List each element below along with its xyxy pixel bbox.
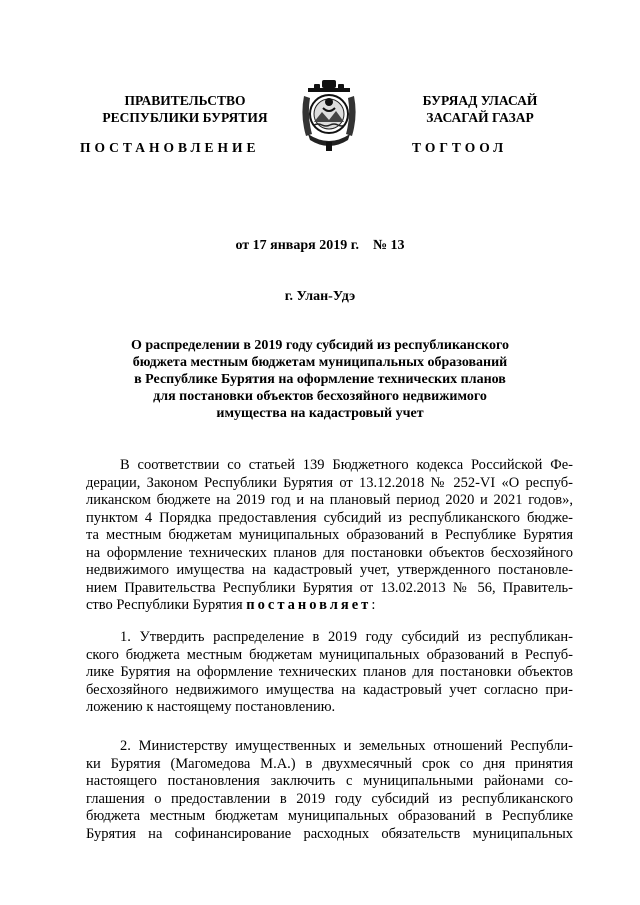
paragraph-item-1: [86, 629, 573, 717]
title-line: бюджета местным бюджетам муниципальных образований: [132, 355, 508, 370]
decree-date: от 17 января 2019 г.: [235, 238, 359, 253]
paragraph-line: ликанском бюджете на 2019 год и на плановый период 2020 и 2021 годов»,: [86, 492, 573, 508]
header-left-line1: ПРАВИТЕЛЬСТВО: [124, 93, 246, 108]
date-line: [0, 238, 640, 254]
paragraph-line: ки Бурятия (Магомедова М.А.) в двухмесячный срок со дня принятия: [86, 755, 573, 772]
city-line: г. Улан-Удэ: [284, 289, 356, 304]
title-line: для постановки объектов бесхозяйного недвижимого: [153, 389, 487, 404]
decree-number: № 13: [372, 238, 405, 253]
header-right-block: [385, 92, 575, 126]
paragraph-line-final: [86, 597, 573, 615]
paragraph-line: 2. Министерству имущественных и земельных отношений Республи-: [120, 738, 573, 754]
paragraph-preamble: [86, 457, 573, 615]
title-line: в Республике Бурятия на оформление технических планов: [134, 372, 506, 387]
coat-of-arms-icon: [298, 78, 360, 153]
resolves-keyword: постановляет: [246, 597, 372, 613]
paragraph-line: бесхозяйного недвижимого имущества на кадастровый учет согласно при-: [86, 681, 573, 698]
header-left-line2: РЕСПУБЛИКИ БУРЯТИЯ: [102, 110, 268, 125]
paragraph-line: Бурятия на софинансирование расходных обязательств муниципальных: [86, 825, 573, 842]
final-line-suffix: :: [371, 597, 376, 613]
paragraph-line: лике Бурятия на оформление технических планов для постановки объектов: [86, 664, 573, 680]
paragraph-line: пунктом 4 Порядка предоставления субсидий из республиканского бюдже-: [86, 509, 573, 526]
header-left-block: [60, 92, 310, 126]
doc-type-ru: ПОСТАНОВЛЕНИЕ: [80, 140, 260, 155]
paragraph-line: ложению к настоящему постановлению.: [86, 699, 336, 715]
title-line: О распределении в 2019 году субсидий из республиканского: [131, 338, 509, 353]
paragraph-line: ского бюджета местным бюджетам муниципальных образований в Респуб-: [86, 646, 573, 663]
header-right-line2: ЗАСАГАЙ ГАЗАР: [426, 110, 534, 125]
paragraph-line: та местным бюджетам муниципальных образований в Республике Бурятия: [86, 527, 573, 543]
decree-title: [100, 337, 540, 422]
paragraph-line: настоящего постановления заключить с муниципальными районами со-: [86, 773, 573, 789]
paragraph-line: бюджета местным бюджетам муниципальных образований в Республике: [86, 808, 573, 824]
paragraph-line: глашения о предоставлении в 2019 году субсидий из республиканского: [86, 790, 573, 807]
paragraph-line: 1. Утвердить распределение в 2019 году субсидий из республикан-: [120, 629, 573, 645]
doc-type-bua: ТОГТООЛ: [412, 140, 508, 155]
paragraph-line: дерации, Законом Республики Бурятия от 13.12.2018 № 252-VI «О респуб-: [86, 474, 573, 491]
paragraph-item-2: [86, 738, 573, 843]
final-line-prefix: ство Республики Бурятия: [86, 597, 247, 613]
paragraph-line: В соответствии со статьей 139 Бюджетного кодекса Российской Фе-: [120, 457, 573, 473]
paragraph-line: недвижимого имущества на кадастровый учет, утвержденного постановле-: [86, 562, 573, 578]
paragraph-line: на оформление технических планов для постановки объектов бесхозяйного: [86, 544, 573, 561]
title-line: имущества на кадастровый учет: [216, 406, 424, 421]
paragraph-line: нием Правительства Республики Бурятия от 13.02.2013 № 56, Правитель-: [86, 579, 573, 596]
header-right-line1: БУРЯАД УЛАСАЙ: [422, 93, 538, 108]
